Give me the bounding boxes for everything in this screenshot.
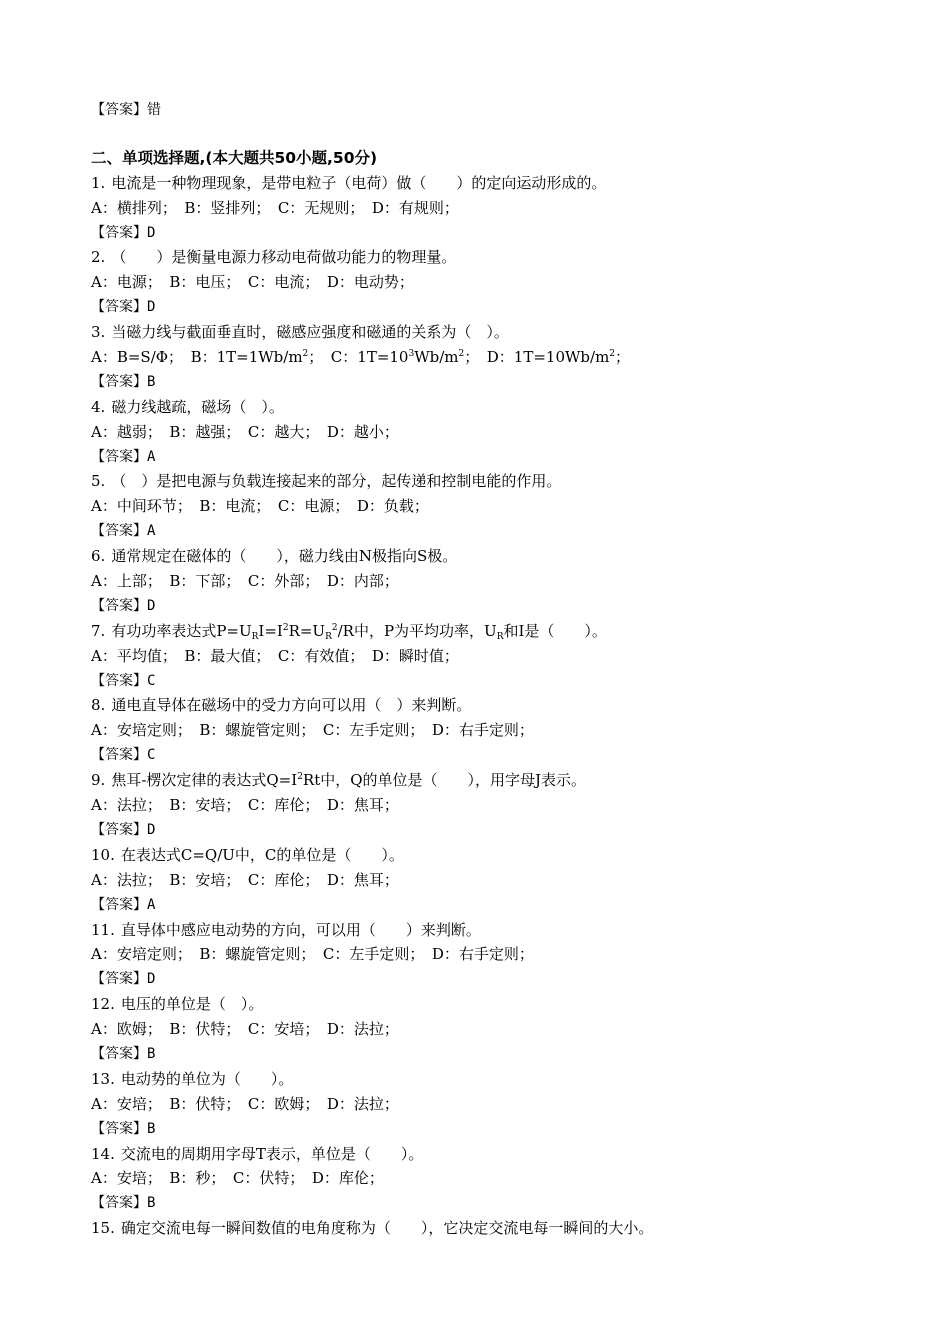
superscript: 2 (331, 622, 338, 633)
question-stem (91, 992, 891, 1017)
answer-line: 【答案】A (91, 523, 156, 540)
question-number: 1. (91, 173, 106, 192)
superscript: 2 (297, 772, 303, 783)
question-options: A：安培； B：秒； C：伏特； D：库伦； (91, 1169, 384, 1188)
question-stem (91, 918, 891, 943)
question-options: A：横排列； B：竖排列； C：无规则； D：有规则； (91, 198, 459, 217)
question-options: A：欧姆； B：伏特； C：安培； D：法拉； (91, 1020, 399, 1039)
answer-line: 【答案】D (91, 971, 156, 988)
option-c: C：1T=10 (330, 348, 409, 367)
question-stem (91, 171, 891, 196)
question-number: 10. (91, 845, 115, 864)
question-stem (91, 1142, 891, 1167)
answer-line: 【答案】B (91, 1045, 156, 1062)
question-text: R=U (288, 621, 326, 640)
question-stem (91, 469, 891, 494)
question-text: 交流电的周期用字母T表示，单位是（ ）。 (120, 1144, 424, 1163)
question-number: 5. (91, 472, 106, 491)
answer-line: 【答案】D (91, 821, 156, 838)
question-text: 在表达式C=Q/U中，C的单位是（ ）。 (120, 845, 404, 864)
question-text: I=I (258, 621, 283, 640)
question-text: （ ）是衡量电源力移动电荷做功能力的物理量。 (111, 248, 457, 267)
question-options: A：电源； B：电压； C：电流； D：电动势； (91, 273, 414, 292)
question-stem (91, 619, 891, 644)
question-text: 确定交流电每一瞬间数值的电角度称为（ ），它决定交流电每一瞬间的大小。 (120, 1219, 654, 1238)
subscript: R (251, 631, 259, 642)
option-c-unit: Wb/m (414, 348, 459, 367)
answer-line: 【答案】B (91, 1120, 156, 1137)
question-options: A：安培； B：伏特； C：欧姆； D：法拉； (91, 1094, 399, 1113)
option-separator: ； (308, 348, 331, 367)
subscript: R (325, 631, 332, 642)
answer-line: 【答案】A (91, 896, 156, 913)
question-text: 电压的单位是（ ）。 (120, 995, 264, 1014)
question-stem (91, 320, 891, 345)
question-options: A：越弱； B：越强； C：越大； D：越小； (91, 422, 399, 441)
question-number: 9. (91, 771, 106, 790)
question-options: A：中间环节； B：电流； C：电源； D：负载； (91, 497, 429, 516)
question-number: 12. (91, 995, 115, 1014)
option-a: A：B=S/Φ； (91, 348, 191, 367)
section-gap (91, 123, 891, 146)
question-number: 11. (91, 920, 115, 939)
answer-line: 【答案】B (91, 373, 156, 390)
question-number: 6. (91, 547, 106, 566)
question-stem (91, 693, 891, 718)
answer-line: 【答案】B (91, 1195, 156, 1212)
question-text: （ ）是把电源与负载连接起来的部分，起传递和控制电能的作用。 (111, 472, 562, 491)
answer-line: 【答案】D (91, 299, 156, 316)
question-text: 磁力线越疏，磁场（ ）。 (111, 397, 284, 416)
question-number: 4. (91, 397, 106, 416)
option-separator: ； (464, 348, 487, 367)
question-options: A：法拉； B：安培； C：库伦； D：焦耳； (91, 796, 399, 815)
question-number: 2. (91, 248, 106, 267)
answer-line: 【答案】D (91, 224, 156, 241)
question-number: 8. (91, 696, 106, 715)
question-number: 13. (91, 1069, 115, 1088)
question-stem (91, 245, 891, 270)
answer-line: 【答案】错 (91, 102, 161, 118)
superscript: 2 (282, 622, 289, 633)
question-text: 和I是（ ）。 (503, 621, 607, 640)
answer-line: 【答案】D (91, 597, 156, 614)
document-body (91, 98, 891, 1241)
question-number: 3. (91, 323, 106, 342)
question-stem (91, 768, 891, 793)
question-text: 通电直导体在磁场中的受力方向可以用（ ）来判断。 (111, 696, 472, 715)
question-stem (91, 395, 891, 420)
option-b: B：1T=1Wb/m (190, 348, 303, 367)
superscript: 2 (458, 349, 465, 360)
question-text: 有功功率表达式P=U (111, 621, 252, 640)
question-text: 直导体中感应电动势的方向，可以用（ ）来判断。 (120, 920, 481, 939)
question-text: /R中，P为平均功率，U (337, 621, 497, 640)
question-number: 7. (91, 621, 106, 640)
section-title: 二、单项选择题,(本大题共50小题,50分) (91, 148, 378, 167)
superscript: 2 (302, 349, 309, 360)
option-separator: ； (615, 348, 631, 367)
superscript: 2 (609, 349, 616, 360)
question-options: A：安培定则； B：螺旋管定则； C：左手定则； D：右手定则； (91, 721, 534, 740)
question-stem (91, 1216, 891, 1241)
question-text: 通常规定在磁体的（ ），磁力线由N极指向S极。 (111, 547, 458, 566)
question-text: 焦耳-楞次定律的表达式Q=I (111, 771, 298, 790)
answer-line: 【答案】C (91, 672, 156, 689)
question-text: 电动势的单位为（ ）。 (120, 1069, 294, 1088)
question-number: 14. (91, 1144, 115, 1163)
question-stem (91, 1067, 891, 1092)
question-text: Rt中，Q的单位是（ ），用字母J表示。 (302, 771, 587, 790)
answer-line: 【答案】C (91, 747, 156, 764)
question-stem (91, 544, 891, 569)
question-options: A：安培定则； B：螺旋管定则； C：左手定则； D：右手定则； (91, 945, 534, 964)
question-number: 15. (91, 1219, 115, 1238)
question-options: A：上部； B：下部； C：外部； D：内部； (91, 572, 399, 591)
superscript: 3 (408, 349, 415, 360)
question-options: A：平均值； B：最大值； C：有效值； D：瞬时值； (91, 646, 459, 665)
question-stem (91, 843, 891, 868)
subscript: R (496, 631, 504, 642)
answer-line: 【答案】A (91, 448, 156, 465)
question-options (91, 345, 891, 370)
question-text: 电流是一种物理现象，是带电粒子（电荷）做（ ）的定向运动形成的。 (111, 173, 607, 192)
option-d: D：1T=10Wb/m (486, 348, 610, 367)
question-text: 当磁力线与截面垂直时，磁感应强度和磁通的关系为（ ）。 (111, 323, 509, 342)
question-options: A：法拉； B：安培； C：库伦； D：焦耳； (91, 870, 399, 889)
